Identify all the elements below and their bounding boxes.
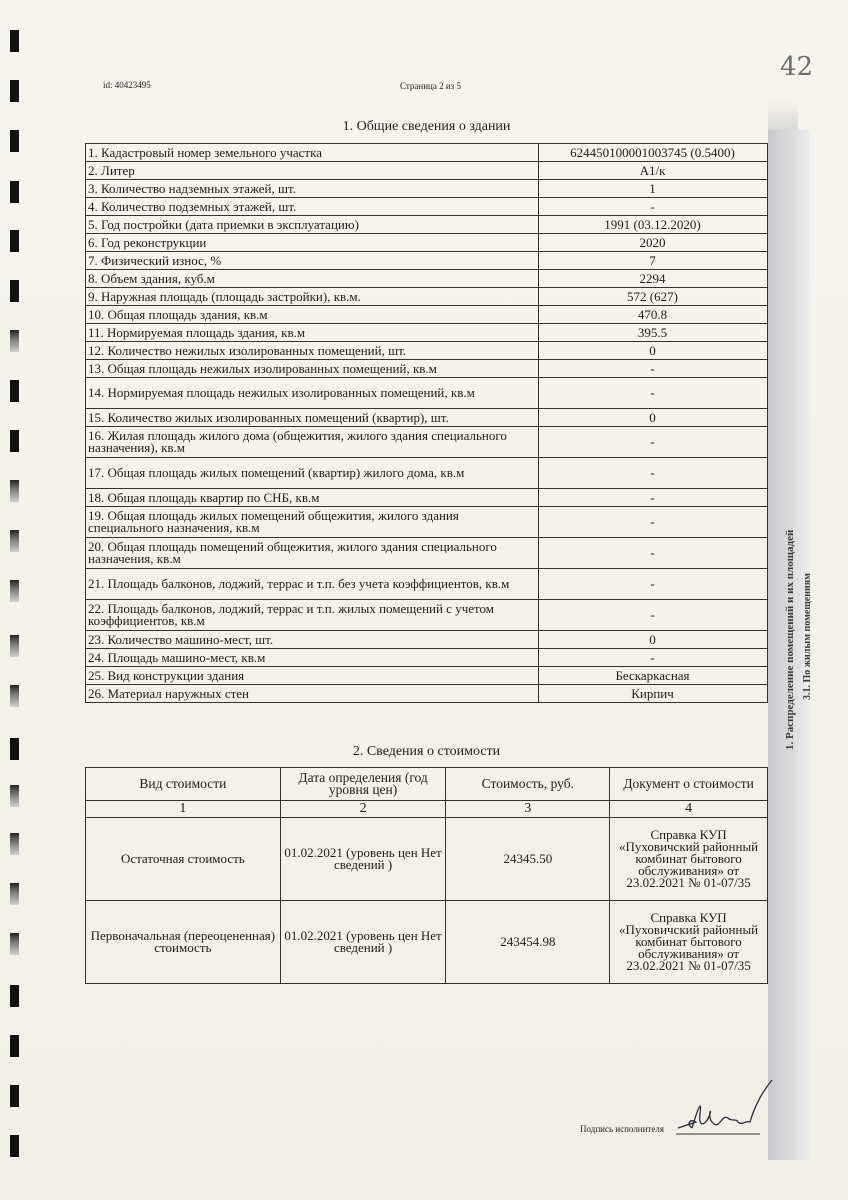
info-row	[86, 360, 768, 378]
info-row	[86, 162, 768, 180]
info-row	[86, 306, 768, 324]
info-label: 11. Нормируемая площадь здания, кв.м	[86, 324, 539, 342]
info-label: 12. Количество нежилых изолированных помещений, шт.	[86, 342, 539, 360]
info-value: 1991 (03.12.2020)	[539, 216, 768, 234]
binding-hole	[10, 933, 19, 955]
header-document: Документ о стоимости	[610, 768, 768, 801]
binding-hole	[10, 738, 19, 760]
binding-hole	[10, 985, 19, 1007]
info-label: 8. Объем здания, куб.м	[86, 270, 539, 288]
binding-hole	[10, 1085, 19, 1107]
info-label: 25. Вид конструкции здания	[86, 667, 539, 685]
info-label: 3. Количество надземных этажей, шт.	[86, 180, 539, 198]
info-label: 4. Количество подземных этажей, шт.	[86, 198, 539, 216]
info-row	[86, 144, 768, 162]
binding-hole	[10, 330, 19, 352]
cost-row-residual	[86, 818, 768, 901]
column-number-row	[86, 801, 768, 818]
binding-hole	[10, 80, 19, 102]
info-label: 23. Количество машино-мест, шт.	[86, 631, 539, 649]
binding-hole	[10, 280, 19, 302]
info-row	[86, 252, 768, 270]
info-value: 2294	[539, 270, 768, 288]
cost-header-row	[86, 768, 768, 801]
info-label: 17. Общая площадь жилых помещений (квартир) жилого дома, кв.м	[86, 458, 539, 489]
info-row	[86, 667, 768, 685]
cost-document: Справка КУП «Пуховичский районный комбинат бытового обслуживания» от 23.02.2021 № 01-07/35	[610, 818, 768, 901]
binding-holes	[0, 0, 30, 1200]
info-row	[86, 538, 768, 569]
document-id: id: 40423495	[103, 80, 151, 90]
cost-date: 01.02.2021 (уровень цен Нет сведений )	[280, 901, 446, 984]
binding-hole	[10, 230, 19, 252]
info-value: 0	[539, 409, 768, 427]
info-row	[86, 342, 768, 360]
info-row	[86, 378, 768, 409]
info-label: 18. Общая площадь квартир по СНБ, кв.м	[86, 489, 539, 507]
info-value: -	[539, 538, 768, 569]
header-cost-type: Вид стоимости	[86, 768, 281, 801]
info-value: -	[539, 649, 768, 667]
info-row	[86, 234, 768, 252]
binding-hole	[10, 635, 19, 657]
binding-hole	[10, 883, 19, 905]
info-label: 24. Площадь машино-мест, кв.м	[86, 649, 539, 667]
column-number: 2	[280, 801, 446, 818]
info-row	[86, 324, 768, 342]
info-label: 15. Количество жилых изолированных помещений (квартир), шт.	[86, 409, 539, 427]
info-label: 22. Площадь балконов, лоджий, террас и т.п. жилых помещений с учетом коэффициентов, кв.м	[86, 600, 539, 631]
section-title-general: 1. Общие сведения о здании	[342, 119, 511, 134]
info-label: 5. Год постройки (дата приемки в эксплуатацию)	[86, 216, 539, 234]
info-value: -	[539, 507, 768, 538]
cost-date: 01.02.2021 (уровень цен Нет сведений )	[280, 818, 446, 901]
side-tab-sublabel: 3.1. По жилым помещениям	[802, 573, 813, 700]
signature-label: Подпись исполнителя	[580, 1124, 664, 1134]
info-row	[86, 288, 768, 306]
info-label: 10. Общая площадь здания, кв.м	[86, 306, 539, 324]
info-value: 2020	[539, 234, 768, 252]
info-row	[86, 180, 768, 198]
info-value: -	[539, 489, 768, 507]
info-label: 2. Литер	[86, 162, 539, 180]
binding-hole	[10, 480, 19, 502]
info-label: 6. Год реконструкции	[86, 234, 539, 252]
info-row	[86, 507, 768, 538]
info-value: -	[539, 458, 768, 489]
binding-hole	[10, 380, 19, 402]
signature-icon	[676, 1078, 776, 1140]
info-value: 470.8	[539, 306, 768, 324]
general-info-table	[85, 143, 768, 703]
info-row	[86, 270, 768, 288]
info-row	[86, 409, 768, 427]
info-value: -	[539, 600, 768, 631]
info-label: 1. Кадастровый номер земельного участка	[86, 144, 539, 162]
side-tab-label: 1. Распределение помещений и их площадей	[784, 529, 796, 750]
info-value: 624450100001003745 (0.5400)	[539, 144, 768, 162]
binding-hole	[10, 785, 19, 807]
info-row	[86, 569, 768, 600]
info-row	[86, 685, 768, 703]
header-amount: Стоимость, руб.	[446, 768, 610, 801]
binding-hole	[10, 580, 19, 602]
binding-hole	[10, 685, 19, 707]
binding-hole	[10, 30, 19, 52]
info-row	[86, 458, 768, 489]
info-row	[86, 216, 768, 234]
info-row	[86, 489, 768, 507]
cost-table	[85, 767, 768, 984]
binding-hole	[10, 530, 19, 552]
binding-hole	[10, 833, 19, 855]
info-row	[86, 649, 768, 667]
info-row	[86, 631, 768, 649]
info-label: 20. Общая площадь помещений общежития, жилого здания специального назначения, кв.м	[86, 538, 539, 569]
info-value: 0	[539, 342, 768, 360]
cost-type: Остаточная стоимость	[86, 818, 281, 901]
column-number: 4	[610, 801, 768, 818]
info-value: 1	[539, 180, 768, 198]
info-value: 0	[539, 631, 768, 649]
info-label: 13. Общая площадь нежилых изолированных помещений, кв.м	[86, 360, 539, 378]
info-value: 7	[539, 252, 768, 270]
info-value: -	[539, 360, 768, 378]
binding-hole	[10, 1035, 19, 1057]
handwritten-page-number: 42	[780, 52, 814, 82]
info-value: 572 (627)	[539, 288, 768, 306]
info-value: -	[539, 198, 768, 216]
binding-hole	[10, 181, 19, 203]
info-label: 19. Общая площадь жилых помещений общежития, жилого здания специального назначения, кв.м	[86, 507, 539, 538]
binding-hole	[10, 130, 19, 152]
cost-type: Первоначальная (переоцененная) стоимость	[86, 901, 281, 984]
info-row	[86, 198, 768, 216]
info-label: 16. Жилая площадь жилого дома (общежития, жилого здания специального назначения), кв.м	[86, 427, 539, 458]
cost-document: Справка КУП «Пуховичский районный комбинат бытового обслуживания» от 23.02.2021 № 01-07/35	[610, 901, 768, 984]
info-label: 14. Нормируемая площадь нежилых изолированных помещений, кв.м	[86, 378, 539, 409]
info-value: -	[539, 427, 768, 458]
info-label: 21. Площадь балконов, лоджий, террас и т.п. без учета коэффициентов, кв.м	[86, 569, 539, 600]
header-date: Дата определения (год уровня цен)	[280, 768, 446, 801]
info-value: Бескаркасная	[539, 667, 768, 685]
binding-hole	[10, 1135, 19, 1157]
info-value: А1/к	[539, 162, 768, 180]
column-number: 3	[446, 801, 610, 818]
info-row	[86, 600, 768, 631]
info-label: 7. Физический износ, %	[86, 252, 539, 270]
info-value: Кирпич	[539, 685, 768, 703]
section-title-cost: 2. Сведения о стоимости	[352, 744, 501, 759]
info-value: -	[539, 378, 768, 409]
info-label: 9. Наружная площадь (площадь застройки), кв.м.	[86, 288, 539, 306]
cost-amount: 243454.98	[446, 901, 610, 984]
cost-row-initial	[86, 901, 768, 984]
column-number: 1	[86, 801, 281, 818]
info-value: -	[539, 569, 768, 600]
cost-amount: 24345.50	[446, 818, 610, 901]
info-label: 26. Материал наружных стен	[86, 685, 539, 703]
binding-hole	[10, 430, 19, 452]
page-indicator: Страница 2 из 5	[400, 81, 461, 91]
info-row	[86, 427, 768, 458]
info-value: 395.5	[539, 324, 768, 342]
